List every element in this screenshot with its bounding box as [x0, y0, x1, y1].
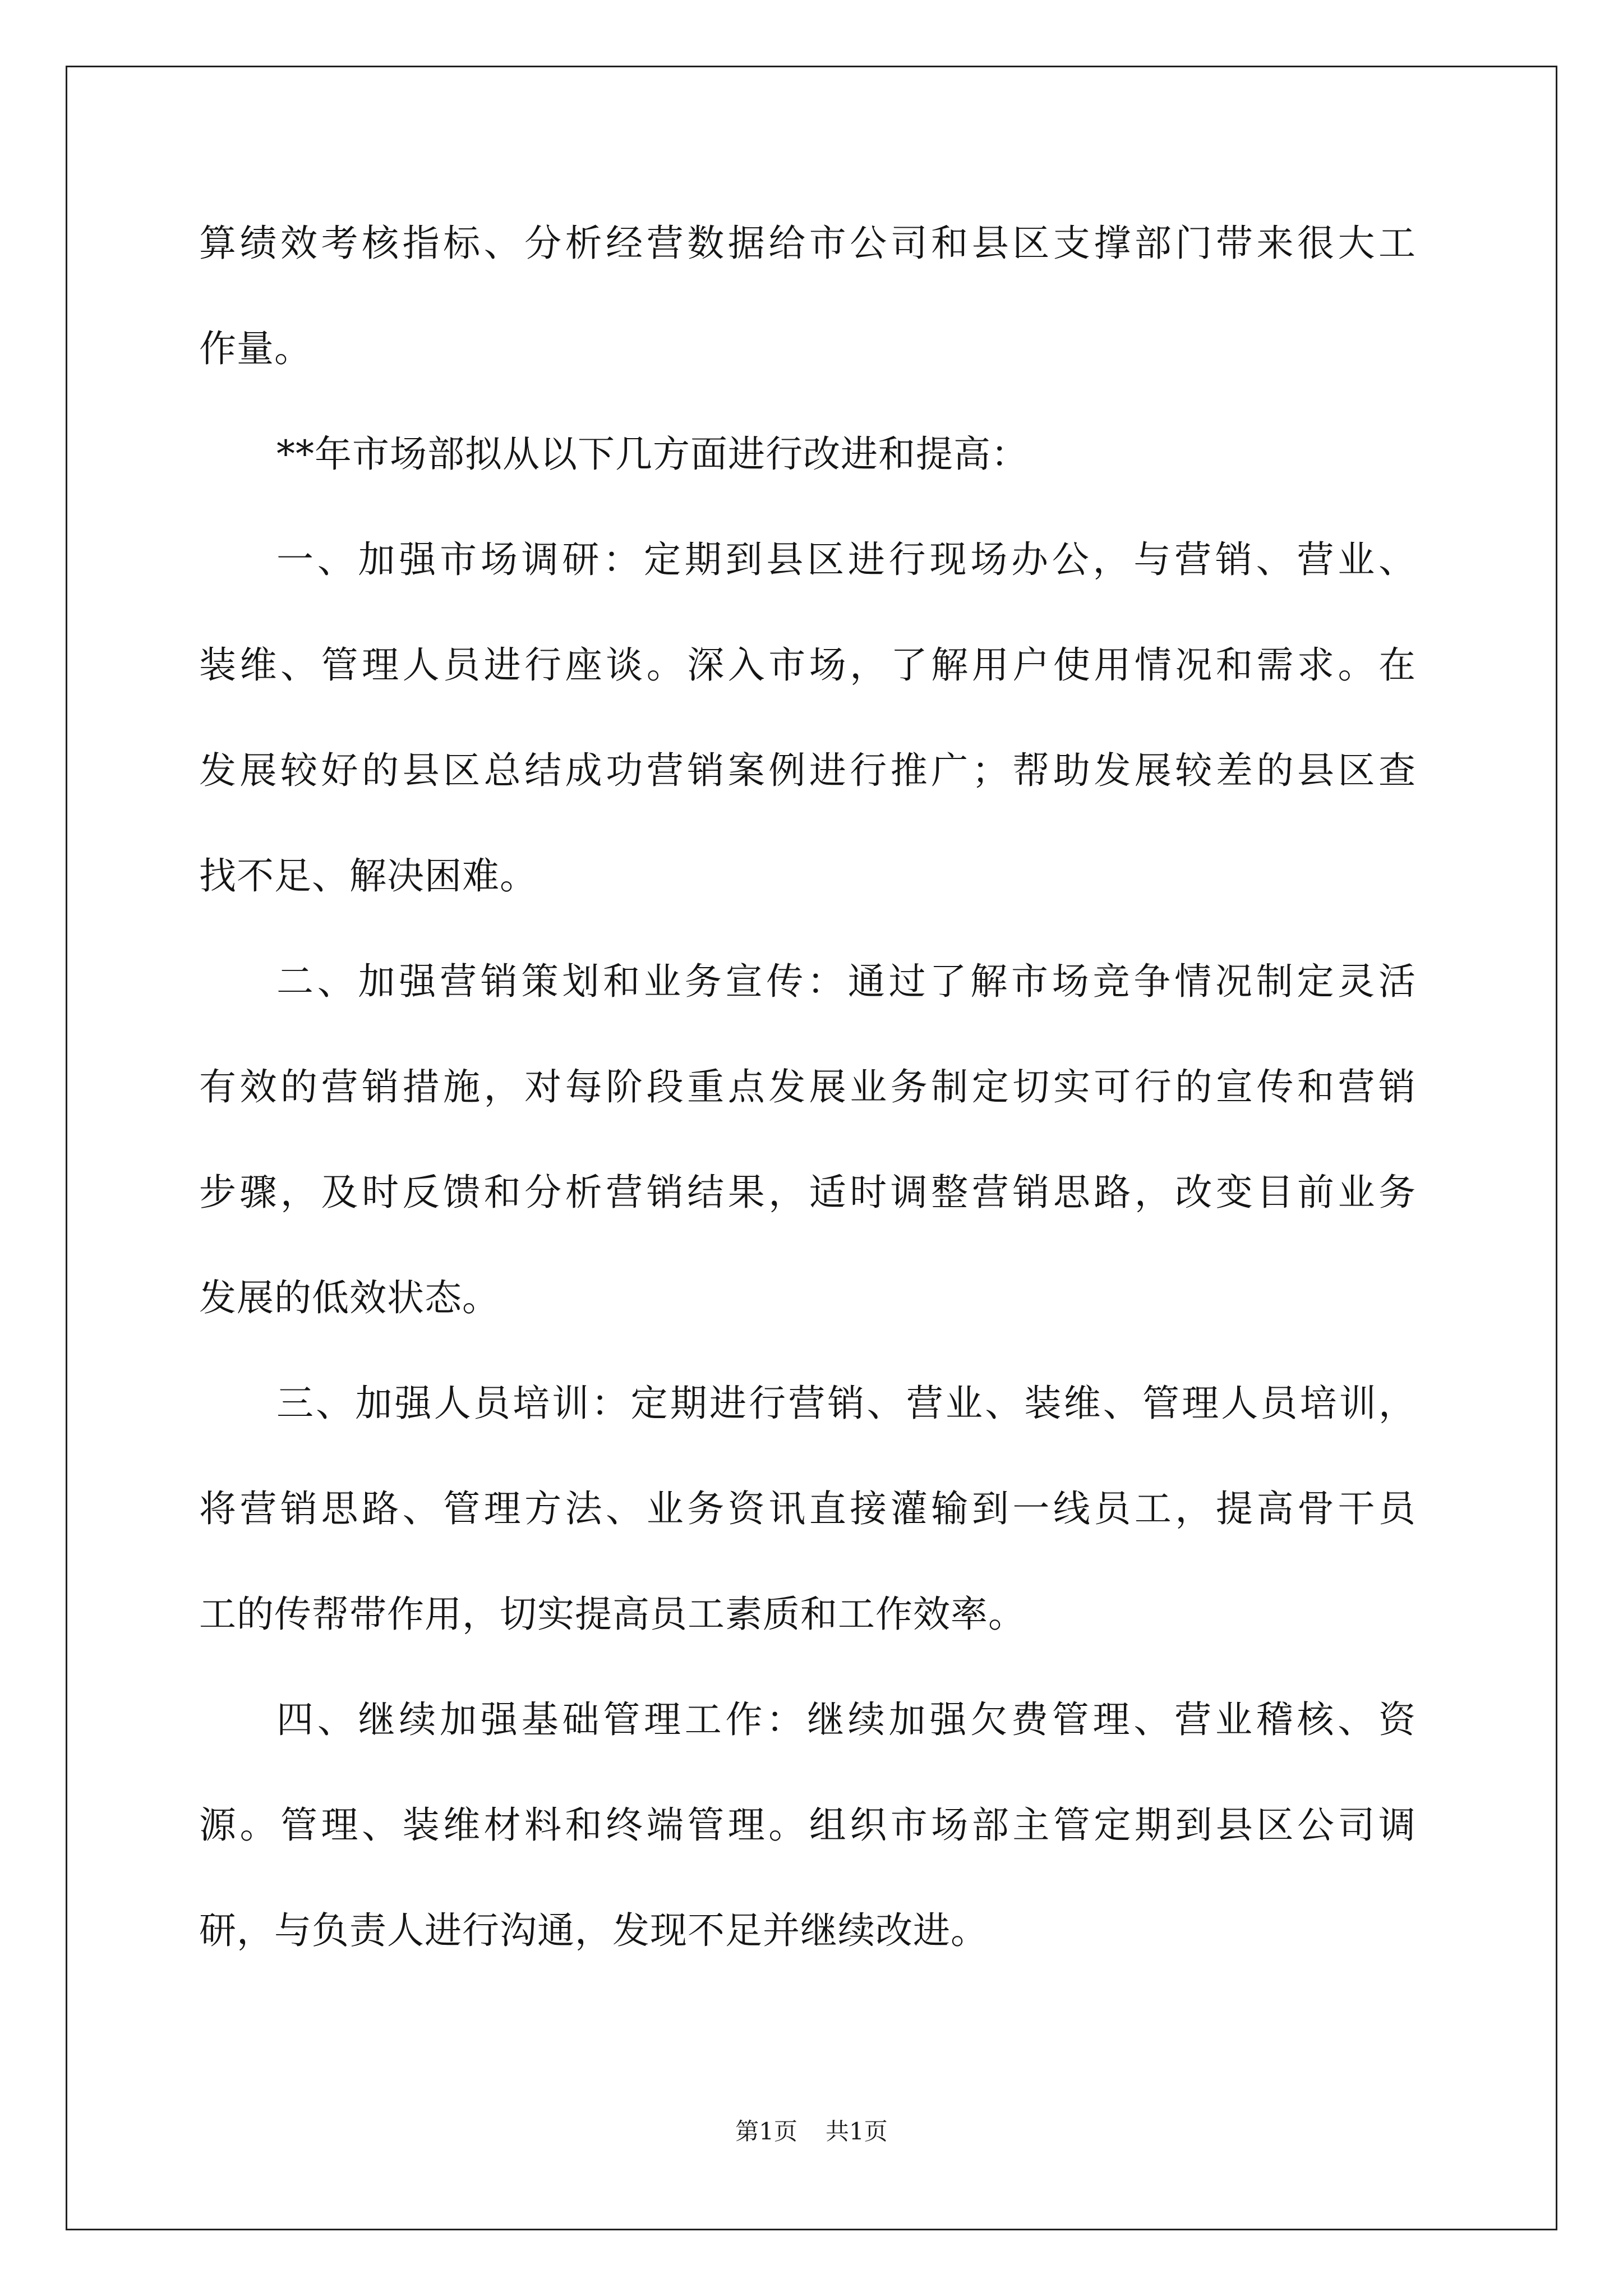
paragraph-3-line: 工的传帮带作用，切实提高员工素质和工作效率。	[199, 1593, 1026, 1636]
paragraph-2-line: 发展的低效状态。	[199, 1276, 500, 1319]
page-footer	[0, 2115, 1623, 2148]
paragraph-4-line: 四、继续加强基础管理工作：继续加强欠费管理、营业稽核、资	[276, 1698, 1416, 1741]
paragraph-1-line: 装维、管理人员进行座谈。深入市场，了解用户使用情况和需求。在	[199, 643, 1416, 687]
paragraph-2-line: 有效的营销措施，对每阶段重点发展业务制定切实可行的宣传和营销	[199, 1065, 1416, 1108]
paragraph-intro: **年市场部拟从以下几方面进行改进和提高：	[276, 432, 1029, 476]
paragraph-4-line: 源。管理、装维材料和终端管理。组织市场部主管定期到县区公司调	[199, 1803, 1416, 1847]
document-body	[199, 191, 1416, 1984]
paragraph-1-line: 一、加强市场调研：定期到县区进行现场办公，与营销、营业、	[276, 538, 1416, 581]
paragraph-2-line: 步骤，及时反馈和分析营销结果，适时调整营销思路，改变目前业务	[199, 1171, 1416, 1214]
paragraph-4-line: 研，与负责人进行沟通，发现不足并继续改进。	[199, 1909, 988, 1952]
paragraph-3-line: 将营销思路、管理方法、业务资讯直接灌输到一线员工，提高骨干员	[199, 1487, 1416, 1530]
paragraph-1-line: 发展较好的县区总结成功营销案例进行推广；帮助发展较差的县区查	[199, 749, 1416, 792]
paragraph-3-line: 三、加强人员培训：定期进行营销、营业、装维、管理人员培训，	[276, 1382, 1416, 1425]
text-line: 作量。	[199, 327, 312, 370]
page-number: 第1页	[735, 2118, 797, 2145]
paragraph-2-line: 二、加强营销策划和业务宣传：通过了解市场竞争情况制定灵活	[276, 960, 1416, 1003]
page-total: 共1页	[826, 2118, 888, 2145]
text-line: 算绩效考核指标、分析经营数据给市公司和县区支撑部门带来很大工	[199, 222, 1416, 265]
paragraph-1-line: 找不足、解决困难。	[199, 854, 537, 898]
